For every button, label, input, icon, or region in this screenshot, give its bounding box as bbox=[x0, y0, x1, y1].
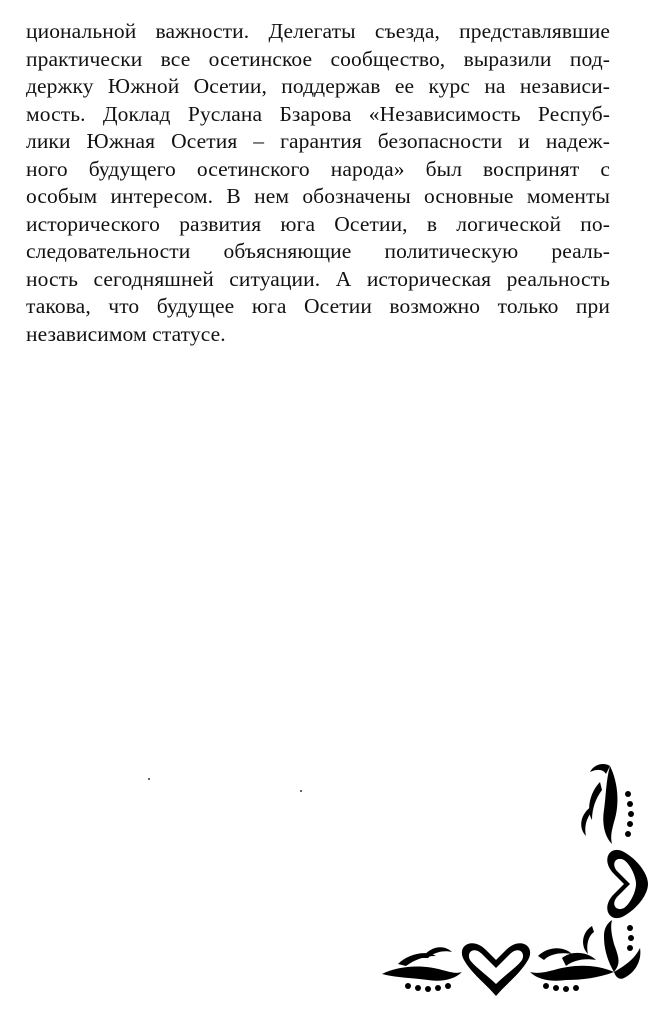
text-line: мость. Доклад Руслана Бзарова «Независимость Респуб- bbox=[26, 101, 610, 126]
text-line: независимом статусе. bbox=[26, 321, 226, 346]
text-line: особым интересом. В нем обозначены основные моменты bbox=[26, 184, 610, 208]
text-line: следовательности объясняющие политическую реаль- bbox=[26, 239, 610, 263]
text-line: держку Южной Осетии, поддержав ее курс на независи- bbox=[26, 74, 610, 98]
text-line: такова, что будущее юга Осетии возможно только при bbox=[26, 294, 610, 318]
text-line: ного будущего осетинского народа» был воспринят с bbox=[26, 156, 610, 181]
text-line: лики Южная Осетия – гарантия безопасности и надеж- bbox=[26, 129, 610, 153]
body-text bbox=[26, 18, 610, 348]
text-line: ность сегодняшней ситуации. А историческая реальность bbox=[26, 266, 610, 291]
corner-ornament-icon bbox=[378, 760, 648, 1032]
text-line: циональной важности. Делегаты съезда, представлявшие bbox=[26, 19, 610, 43]
print-speck bbox=[148, 778, 150, 780]
print-speck bbox=[300, 790, 302, 792]
text-line: исторического развития юга Осетии, в логической по- bbox=[26, 211, 610, 236]
text-line: практически все осетинское сообщество, выразили под- bbox=[26, 46, 610, 71]
